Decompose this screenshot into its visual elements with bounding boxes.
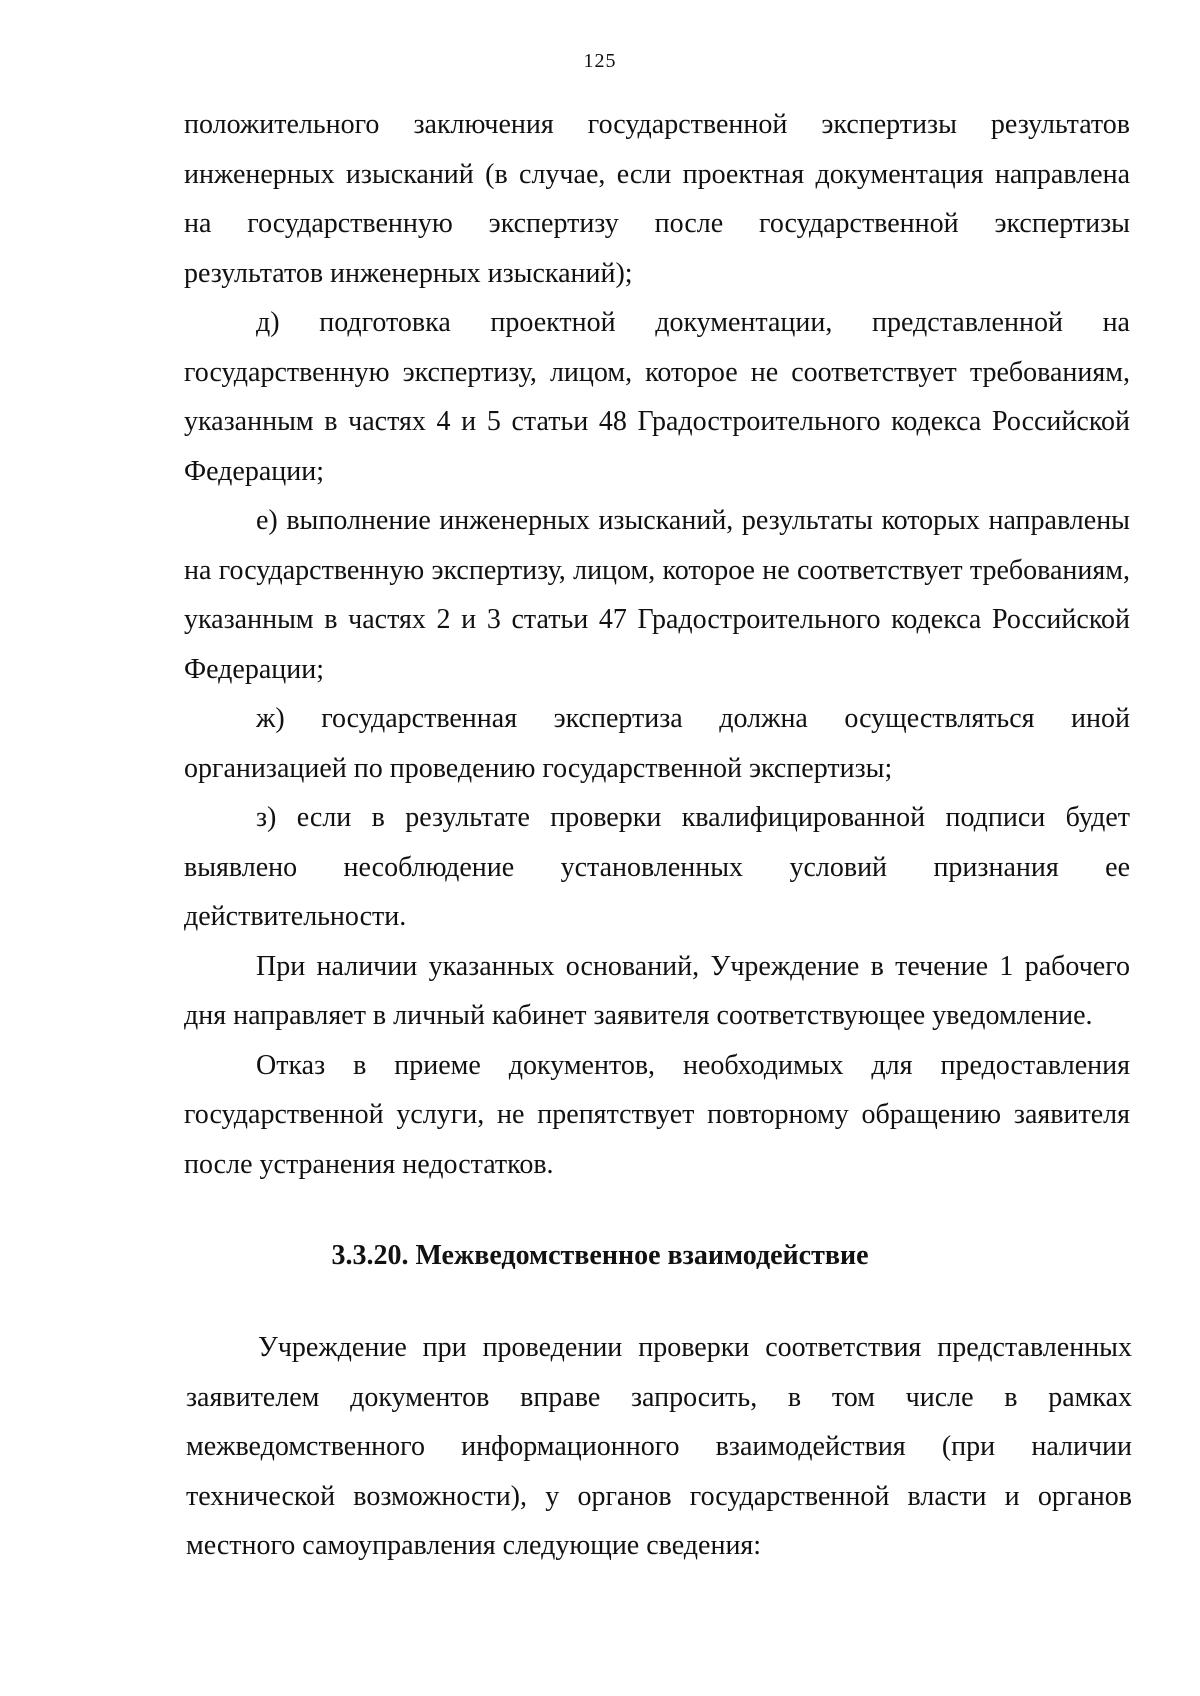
page-number: 125 — [583, 50, 617, 72]
section-heading: 3.3.20. Межведомственное взаимодействие — [331, 1240, 869, 1271]
paragraph-continuation: положительного заключения государственной экспертизы результатов инженерных изысканий (в случае, если проектная документация направлена на государственную экспертизу после государственной экспертизы результатов инженерных изысканий); — [184, 109, 1130, 289]
section-paragraph: Учреждение при проведении проверки соответствия представленных заявителем документов вправе запросить, в том числе в рамках межведомственного информационного взаимодействия (при наличии технической возможности), у органов государственной власти и органов местного самоуправления следующие сведения: — [186, 1332, 1132, 1561]
section-body — [186, 1323, 1132, 1571]
list-item-d: д) подготовка проектной документации, представленной на государственную экспертизу, лицом, которое не соответствует требованиям, указанным в частях 4 и 5 статьи 48 Градостроительного кодекса Российской Федерации; — [184, 307, 1130, 487]
paragraph-refusal: Отказ в приеме документов, необходимых для предоставления государственной услуги, не препятствует повторному обращению заявителя после устранения недостатков. — [184, 1049, 1130, 1180]
document-body — [184, 100, 1130, 1189]
list-item-e: е) выполнение инженерных изысканий, результаты которых направлены на государственную экспертизу, лицом, которое не соответствует требованиям, указанным в частях 2 и 3 статьи 47 Градостроительного кодекса Российской Федерации; — [184, 505, 1130, 685]
paragraph-notification: При наличии указанных оснований, Учреждение в течение 1 рабочего дня направляет в личный кабинет заявителя соответствующее уведомление. — [184, 950, 1130, 1031]
list-item-z: з) если в результате проверки квалифицированной подписи будет выявлено несоблюдение установленных условий признания ее действительности. — [184, 802, 1130, 932]
list-item-zh: ж) государственная экспертиза должна осуществляться иной организацией по проведению государственной экспертизы; — [184, 703, 1130, 784]
